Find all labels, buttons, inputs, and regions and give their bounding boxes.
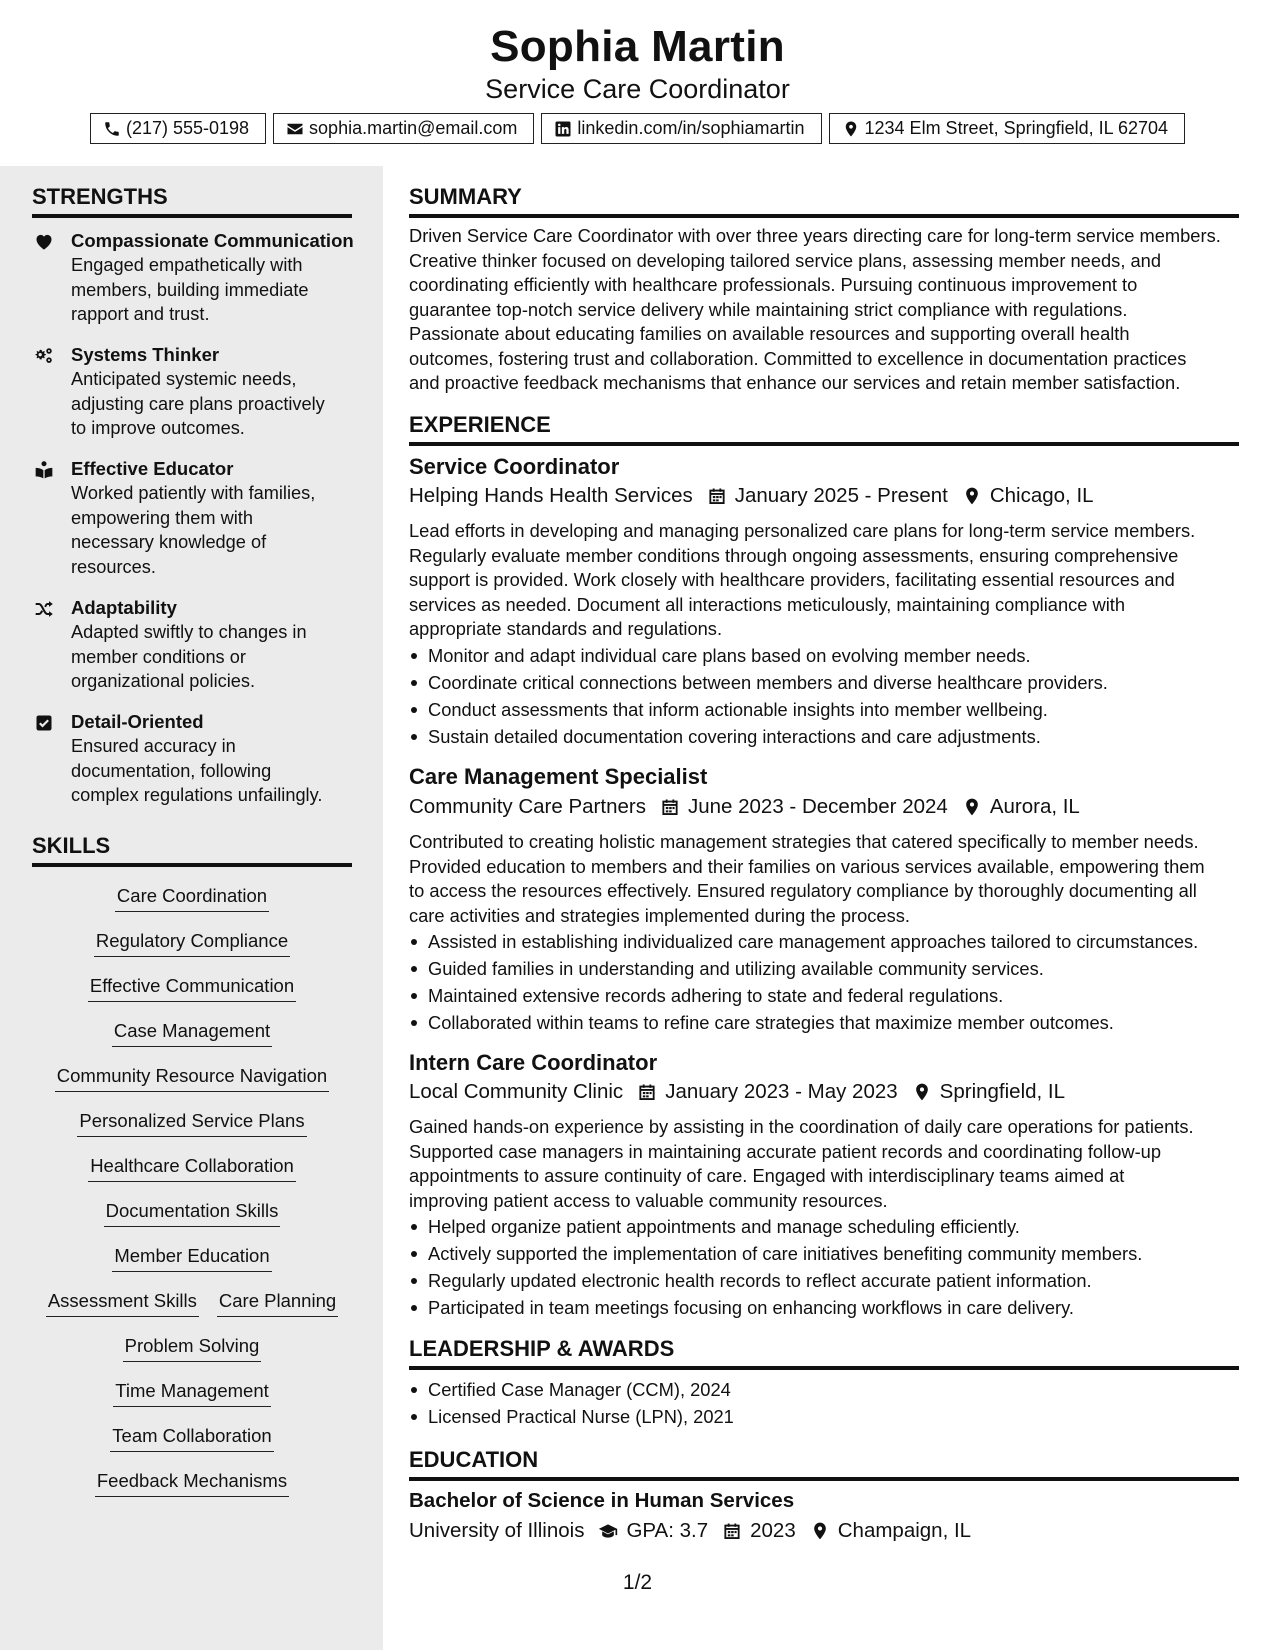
skill-tag: Regulatory Compliance [94,927,290,957]
strengths-heading: STRENGTHS [32,184,352,218]
list-item: Licensed Practical Nurse (LPN), 2021 [409,1403,1239,1430]
degree-title: Bachelor of Science in Human Services [409,1489,795,1512]
skill-tag: Feedback Mechanisms [95,1467,289,1497]
job-company: Community Care Partners [409,795,646,818]
resume-header [0,0,1275,166]
strength-desc: Engaged empathetically with members, building immediate rapport and trust. [71,255,309,325]
job-location: Chicago, IL [989,484,1094,507]
strength-title: Detail-Oriented [71,711,204,732]
shuffle-icon [34,599,54,619]
job-meta [409,795,1080,819]
phone-icon [103,120,121,138]
list-item: Guided families in understanding and utilizing available community services. [409,955,1239,982]
contact-address [829,113,1186,144]
education-gpa: GPA: 3.7 [626,1519,709,1542]
list-item: Sustain detailed documentation covering interactions and care adjustments. [409,723,1239,750]
gears-icon [34,346,54,366]
skill-tag: Member Education [112,1242,271,1272]
map-pin-icon [810,1521,830,1541]
job-location: Aurora, IL [989,795,1080,818]
school-name: University of Illinois [409,1519,585,1542]
awards-heading: LEADERSHIP & AWARDS [409,1336,1239,1370]
list-item: Assisted in establishing individualized care management approaches tailored to circumstances. [409,928,1239,955]
list-item: Certified Case Manager (CCM), 2024 [409,1376,1239,1403]
strength-item [32,595,362,694]
contact-phone-text: (217) 555-0198 [125,118,250,138]
contact-email[interactable] [273,113,534,144]
list-item: Participated in team meetings focusing on enhancing workflows in care delivery. [409,1294,1239,1321]
heart-icon [34,232,54,252]
strength-item [32,228,362,327]
skill-tag: Assessment Skills [46,1287,199,1317]
list-item: Regularly updated electronic health records to reflect accurate patient information. [409,1267,1239,1294]
job-company: Local Community Clinic [409,1080,624,1103]
map-pin-icon [842,120,860,138]
skill-tag: Healthcare Collaboration [88,1152,296,1182]
job-meta [409,1080,1065,1104]
contact-bar [0,113,1275,144]
job-title: Service Coordinator [409,454,620,479]
job-dates: January 2023 - May 2023 [665,1080,898,1103]
map-pin-icon [912,1082,932,1102]
strength-desc: Anticipated systemic needs, adjusting care plans proactively to improve outcomes. [71,369,325,439]
summary-text: Driven Service Care Coordinator with over three years directing care for long-term service members. Creative thinker focused on developing tailored service plans, assessing member needs, and coordinating efficiently with healthcare professionals. Pursuing continuous improvement to guarantee top-notch service delivery while maintaining strict compliance with regulations. Passionate about educating families on available resources and supporting overall health outcomes, fostering trust and collaboration. Committed to excellence in documentation practices and proactive feedback mechanisms that enhance our services and retain member satisfaction. [409,225,1221,393]
book-reader-icon [34,460,54,480]
job-location: Springfield, IL [939,1080,1066,1103]
skill-tag: Problem Solving [123,1332,262,1362]
experience-heading: EXPERIENCE [409,412,1239,446]
page-number: 1/2 [622,1571,653,1594]
contact-address-text: 1234 Elm Street, Springfield, IL 62704 [864,118,1169,138]
education-location: Champaign, IL [837,1519,972,1542]
calendar-icon [637,1082,657,1102]
skill-tag: Documentation Skills [104,1197,281,1227]
candidate-role: Service Care Coordinator [485,74,790,104]
map-pin-icon [962,486,982,506]
list-item: Helped organize patient appointments and manage scheduling efficiently. [409,1213,1239,1240]
job-dates: January 2025 - Present [734,484,948,507]
strength-item [32,709,362,808]
education-heading: EDUCATION [409,1447,1239,1481]
linkedin-icon [554,120,572,138]
check-square-icon [34,713,54,733]
skill-tag: Case Management [112,1017,272,1047]
skill-tag: Community Resource Navigation [55,1062,329,1092]
job-company: Helping Hands Health Services [409,484,693,507]
contact-linkedin-text[interactable]: linkedin.com/in/sophiamartin [577,118,805,138]
calendar-icon [660,797,680,817]
awards-list [409,1376,1239,1430]
job-dates: June 2023 - December 2024 [687,795,948,818]
job-meta [409,484,1094,508]
skill-tag: Effective Communication [88,972,296,1002]
envelope-icon [286,120,304,138]
calendar-icon [707,486,727,506]
strength-title: Adaptability [71,597,177,618]
job-title: Care Management Specialist [409,764,708,789]
calendar-icon [722,1521,742,1541]
skill-tag: Care Coordination [115,882,269,912]
strength-desc: Worked patiently with families, empowering them with necessary knowledge of resources. [71,483,316,577]
contact-email-text[interactable]: sophia.martin@email.com [309,118,518,138]
strength-desc: Ensured accuracy in documentation, following complex regulations unfailingly. [71,736,323,806]
summary-heading: SUMMARY [409,184,1239,218]
list-item: Monitor and adapt individual care plans based on evolving member needs. [409,642,1239,669]
map-pin-icon [962,797,982,817]
graduation-cap-icon [598,1521,618,1541]
skills-list [32,882,352,1512]
job-title: Intern Care Coordinator [409,1050,658,1075]
job-bullets [409,1213,1239,1321]
candidate-name: Sophia Martin [490,22,785,71]
strength-item [32,342,362,441]
job-bullets [409,642,1239,750]
skills-heading: SKILLS [32,833,352,867]
skill-tag: Team Collaboration [110,1422,273,1452]
strength-title: Effective Educator [71,458,234,479]
list-item: Conduct assessments that inform actionable insights into member wellbeing. [409,696,1239,723]
strength-item [32,456,362,579]
list-item: Collaborated within teams to refine care strategies that maximize member outcomes. [409,1009,1239,1036]
list-item: Coordinate critical connections between members and diverse healthcare providers. [409,669,1239,696]
contact-linkedin[interactable] [541,113,821,144]
skill-tag: Time Management [113,1377,271,1407]
education-year: 2023 [750,1519,796,1542]
strength-title: Systems Thinker [71,344,220,365]
list-item: Maintained extensive records adhering to state and federal regulations. [409,982,1239,1009]
skill-tag: Personalized Service Plans [77,1107,306,1137]
skill-tag: Care Planning [217,1287,338,1317]
job-description: Lead efforts in developing and managing personalized care plans for long-term service members. Regularly evaluate member conditions through ongoing assessments, ensuring comprehensive support is provided. Work closely with healthcare providers, facilitating essential resources and services as needed. Document all interactions meticulously, maintaining compliance with appropriate standards and regulations. [409,520,1196,639]
list-item: Actively supported the implementation of care initiatives benefiting community members. [409,1240,1239,1267]
contact-phone [90,113,266,144]
job-description: Contributed to creating holistic management strategies that catered specifically to member needs. Provided education to members and their families on various services available, empowering them to access the resources effectively. Ensured regulatory compliance by thoroughly documenting all care activities and strategies implemented during the process. [409,831,1205,926]
strength-title: Compassionate Communication [71,230,354,251]
job-bullets [409,928,1239,1036]
strength-desc: Adapted swiftly to changes in member conditions or organizational policies. [71,622,307,692]
job-description: Gained hands-on experience by assisting in the coordination of daily care operations for patients. Supported case managers in maintaining accurate patient records and coordinating follow-up appointments to assure continuity of care. Engaged with interdisciplinary teams aimed at improving patient access to valuable community resources. [409,1116,1194,1211]
education-meta [409,1519,971,1543]
